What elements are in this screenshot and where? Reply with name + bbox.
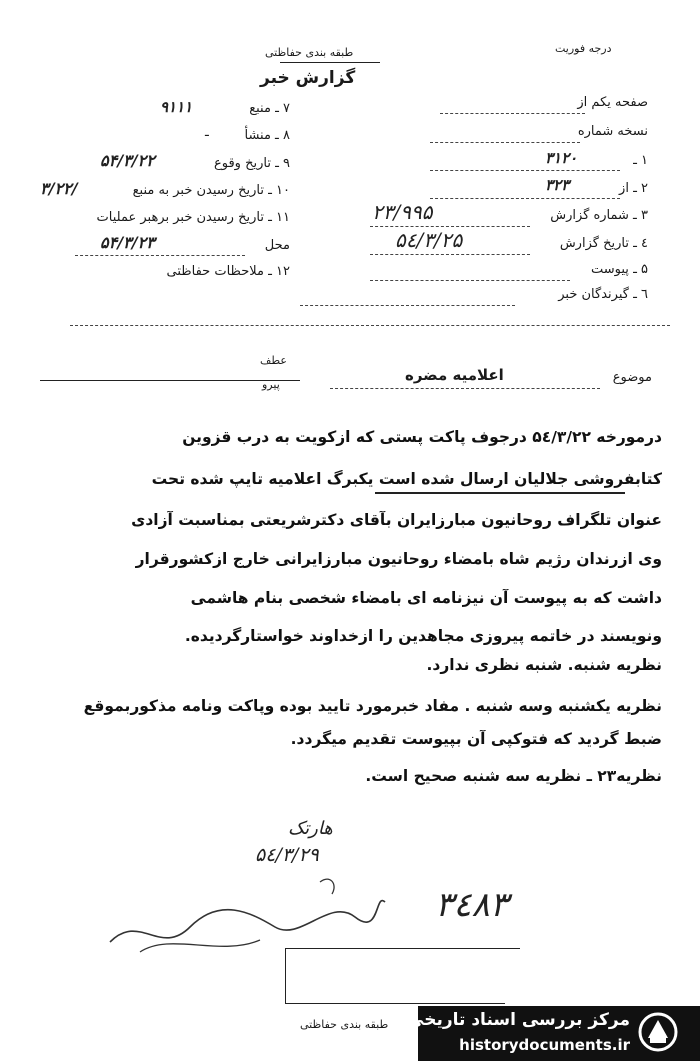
page-label: صفحه یکم از	[577, 95, 648, 110]
body-line-2: کتابفروشی جلالیان ارسال شده است یکبرگ اعلامیه تایپ شده تحت	[151, 470, 662, 488]
field-3-value: ۲۳/۹۹۵	[372, 200, 433, 224]
watermark-url: historydocuments.ir	[459, 1036, 630, 1054]
field-11-value: ۵۴/۳/۲۳	[100, 233, 155, 252]
field-9-label: ۹ ـ تاریخ وقوع	[213, 156, 290, 171]
field-1-value: ۳۱۲۰	[545, 149, 578, 167]
field-9-value: ۵۴/۳/۲۲	[100, 151, 155, 170]
field-7-label: ۷ ـ منبع	[249, 101, 290, 116]
footer-classification: طبقه بندی حفاظتی	[300, 1018, 389, 1031]
field-3-label: ۳ ـ شماره گزارش	[550, 208, 648, 223]
field-10-label: ۱۰ ـ تاریخ رسیدن خبر به منبع	[132, 183, 290, 198]
field-12-label: ۱۲ ـ ملاحظات حفاظتی	[166, 264, 290, 279]
place-label: محل	[264, 238, 290, 253]
field-4-value: ۵٤/۳/۲۵	[395, 228, 463, 252]
field-4-label: ٤ ـ تاریخ گزارش	[559, 236, 648, 251]
body-line-4: وی ازرندان رژیم شاه بامضاء روحانیون مبارزایرانی خارج ازکشورقرار	[135, 550, 662, 568]
fields-divider	[70, 325, 670, 326]
signature-date: ۵٤/۳/۲۹	[255, 844, 319, 866]
subject-value: اعلامیه مضره	[405, 366, 504, 384]
body-line-3: عنوان تلگراف روحانیون مبارزایران بآقای دکترشریعتی بمناسبت آزادی	[131, 511, 662, 529]
subject-label: موضوع	[612, 370, 652, 385]
field-8-label: ۸ ـ منشأ	[244, 128, 290, 143]
form-top-classification: طبقه بندی حفاظتی	[265, 46, 354, 59]
body-line-7: نظریه شنبه. شنبه نظری ندارد.	[426, 656, 662, 674]
signature-name: هارتک	[288, 818, 333, 839]
field-8-value: ـ	[205, 125, 209, 140]
body-line-6: ونویسند در خاتمه پیروزی مجاهدین را ازخداوند خواستارگردیده.	[184, 627, 662, 645]
atf-label: عطف	[260, 354, 287, 367]
body-line-8: نظریه یکشنبه وسه شنبه . مفاد خبرمورد تایید بوده وپاکت ونامه مذکوربموقع	[83, 697, 662, 715]
handwritten-underline	[375, 492, 625, 494]
priority-label: درجه فوریت	[555, 42, 612, 55]
watermark-title: مرکز بررسی اسناد تاریخی	[407, 1010, 630, 1030]
report-title: گزارش خبر	[260, 68, 356, 88]
copy-label: نسخه شماره	[577, 124, 648, 139]
handwritten-number: ۳٤۸۳	[435, 885, 509, 925]
field-11-label: ۱۱ ـ تاریخ رسیدن خبر برهبر عملیات	[96, 210, 290, 225]
field-10-value: ۳/۲۲/	[40, 179, 78, 198]
body-line-5: داشت که به پیوست آن نیزنامه ای بامضاء شخصی بنام هاشمی	[190, 589, 662, 607]
peyro-label: پیرو	[262, 378, 280, 391]
archive-logo-icon	[636, 1012, 680, 1052]
body-line-1: درمورخه ۵٤/۳/۲۲ درجوف پاکت پستی که ازکویت به درب قزوین	[182, 428, 662, 446]
body-line-10: نظریه۲۳ ـ نظریه سه شنبه صحیح است.	[365, 767, 662, 785]
field-2-label: ۲ ـ از	[619, 181, 648, 196]
field-5-label: ۵ ـ پیوست	[591, 262, 648, 277]
header-rule	[280, 62, 380, 63]
field-7-value: ۹۱۱۱	[160, 98, 193, 116]
field-1-label: ۱ ـ	[633, 153, 648, 168]
body-line-9: ضبط گردید که فتوکپی آن بپیوست تقدیم میگردد.	[290, 730, 662, 748]
field-2-value: ۳۲۳	[545, 176, 570, 194]
field-6-label: ٦ ـ گیرندگان خبر	[558, 287, 648, 302]
